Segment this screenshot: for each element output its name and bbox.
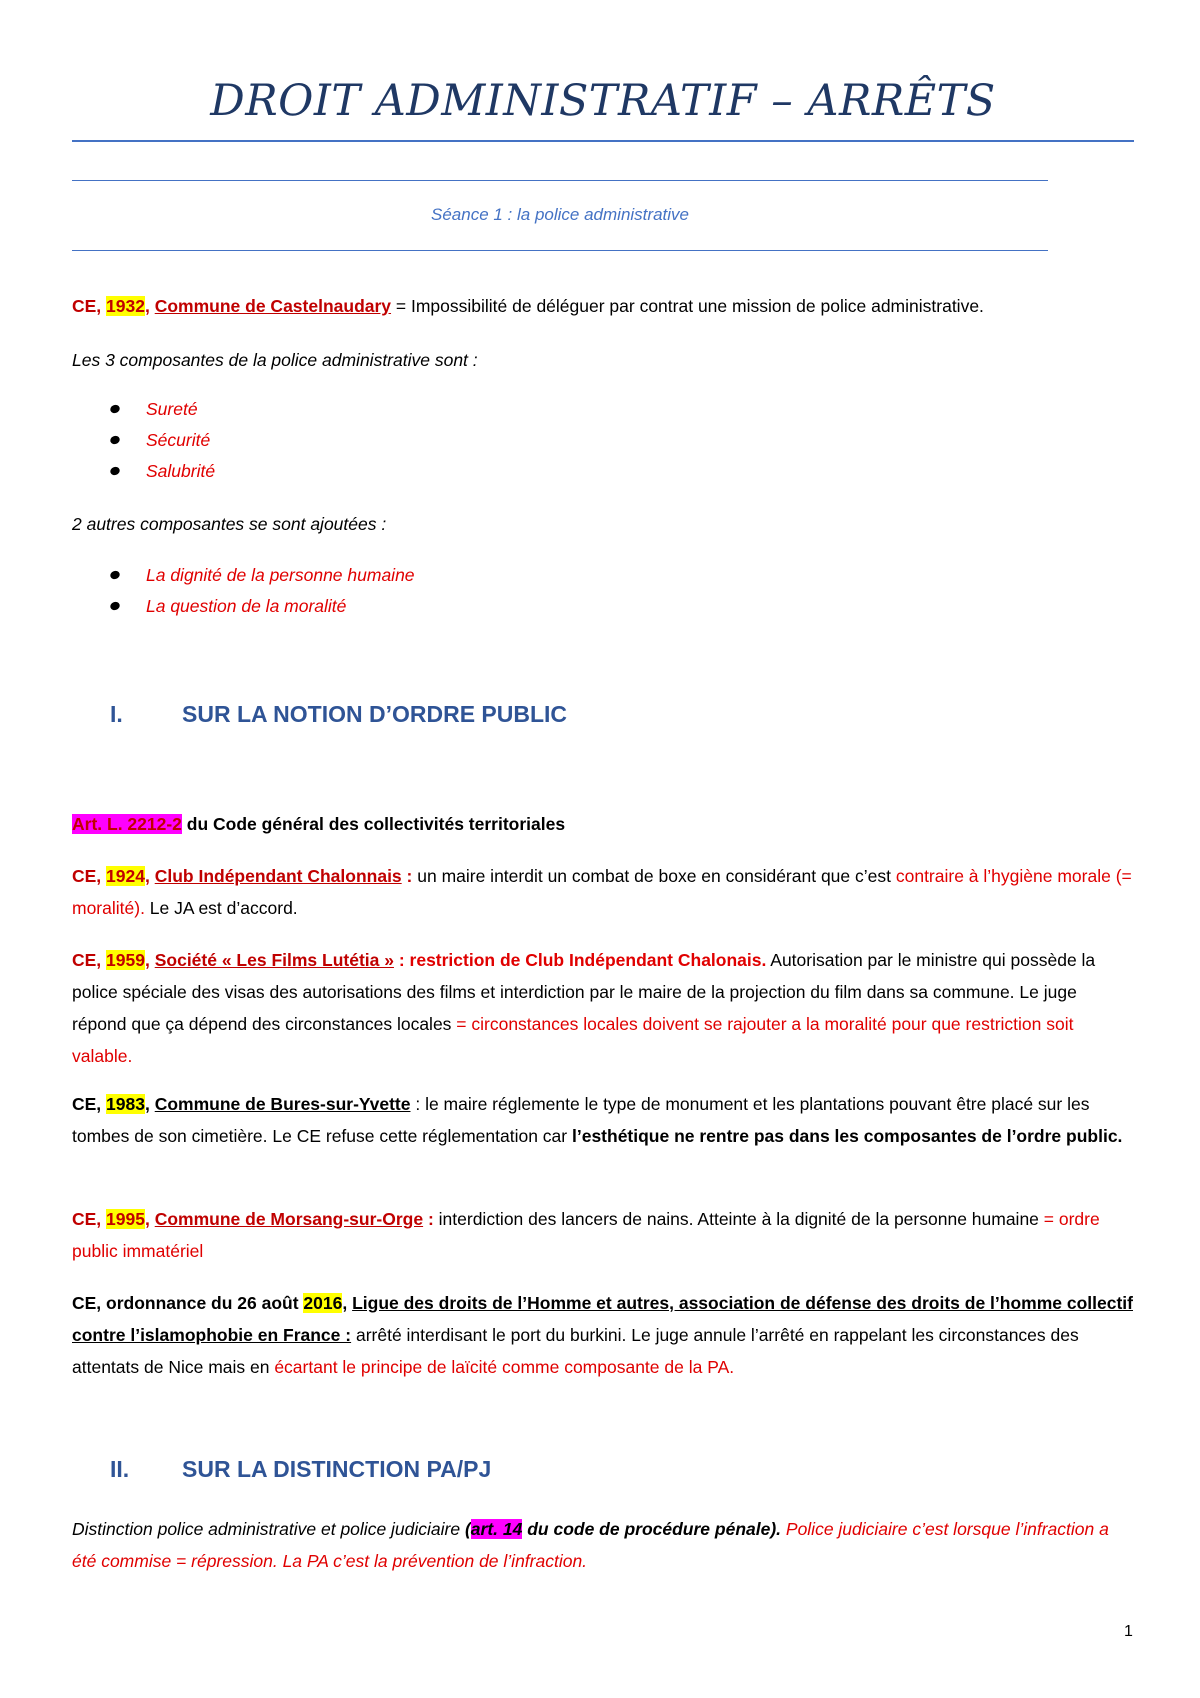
arret-1959: CE, 1959, Société « Les Films Lutétia » : restriction de Club Indépendant Chalonais. Autorisation par le ministre qui possède la police spéciale des visas des autorisations des films et interdiction par le maire de la projection du film dans sa commune. Le juge répond que ça dépend des circonstances locales = circonstances locales doivent se rajouter a la moralité pour que restriction soit valable. [72,950,1096,1066]
list-item: Salubrité [72,456,215,487]
section-label: SUR LA DISTINCTION PA/PJ [182,1456,492,1482]
arret-1932: CE, 1932, Commune de Castelnaudary = Impossibilité de déléguer par contrat une mission de police administrative. [72,296,984,316]
list-item: La dignité de la personne humaine [72,560,415,591]
arret-name: Club Indépendant Chalonnais [154,866,402,886]
section-heading-2 [110,1456,491,1483]
arret-year: 1995 [106,1209,145,1229]
subtitle-rule-top [72,180,1048,181]
arret-name: Commune de Bures-sur-Yvette [154,1094,411,1114]
bullet-icon [109,570,121,581]
article-number: Art. L. 2212-2 [72,814,182,834]
arret-2016: CE, ordonnance du 26 août 2016, Ligue des droits de l’Homme et autres, association de défense des droits de l’homme collectif contre l’islamophobie en France : arrêté interdisant le port du burkini. Le juge annule l’arrêté en rappelant les circonstances des attentats de Nice mais en écartant le principe de laïcité comme composante de la PA. [72,1293,1133,1377]
article-number: art. 14 [470,1519,523,1539]
arret-year: 1924 [106,866,145,886]
arret-name: Ligue des droits de l’Homme et autres, association de défense des droits de l’homme collectif contre l’islamophobie en France : [72,1293,1133,1345]
autres-intro: 2 autres composantes se sont ajoutées : [72,514,387,534]
arret-name: Commune de Morsang-sur-Orge [154,1209,424,1229]
court-label: CE, [72,296,107,316]
arret-year: 1959 [106,950,145,970]
section-number: I. [110,701,123,727]
title-underline [72,140,1134,142]
list-item: Sureté [72,394,215,425]
arret-name: Société « Les Films Lutétia » [154,950,394,970]
arret-1983: CE, 1983, Commune de Bures-sur-Yvette : le maire réglemente le type de monument et les plantations pouvant être placé sur les tombes de son cimetière. Le CE refuse cette réglementation car l’esthétique ne rentre pas dans les composantes de l’ordre public. [72,1094,1123,1146]
subtitle-rule-bottom [72,250,1048,251]
session-subtitle: Séance 1 : la police administrative [431,205,689,224]
arret-name: Commune de Castelnaudary [154,296,392,316]
section-number: II. [110,1456,130,1482]
bullet-icon [109,435,121,446]
document-title: DROIT ADMINISTRATIF – ARRÊTS [210,76,996,126]
arret-year: 2016 [303,1293,343,1313]
distinction-paragraph: Distinction police administrative et police judiciaire (art. 14 du code de procédure pénale). Police judiciaire c’est lorsque l’infraction a été commise = répression. La PA c’est la prévention de l’infraction. [72,1519,1109,1571]
composantes-intro: Les 3 composantes de la police administrative sont : [72,350,478,370]
arret-year: 1983 [106,1094,145,1114]
bullet-icon [109,601,121,612]
article-reference: Art. L. 2212-2 du Code général des collectivités territoriales [72,814,566,834]
arret-year: 1932 [106,296,145,316]
list-item: La question de la moralité [72,591,415,622]
arret-1995: CE, 1995, Commune de Morsang-sur-Orge : interdiction des lancers de nains. Atteinte à la dignité de la personne humaine = ordre public immatériel [72,1209,1100,1261]
arret-1924: CE, 1924, Club Indépendant Chalonnais : un maire interdit un combat de boxe en considérant que c’est contraire à l’hygiène morale (= moralité). Le JA est d’accord. [72,866,1132,918]
composantes-list [72,394,215,487]
list-item: Sécurité [72,425,215,456]
arret-summary: = Impossibilité de déléguer par contrat une mission de police administrative. [391,296,984,316]
section-heading-1 [110,701,567,728]
page-number: 1 [1124,1623,1133,1640]
autres-list [72,560,415,622]
bullet-icon [109,466,121,477]
section-label: SUR LA NOTION D’ORDRE PUBLIC [182,701,568,727]
bullet-icon [109,404,121,415]
